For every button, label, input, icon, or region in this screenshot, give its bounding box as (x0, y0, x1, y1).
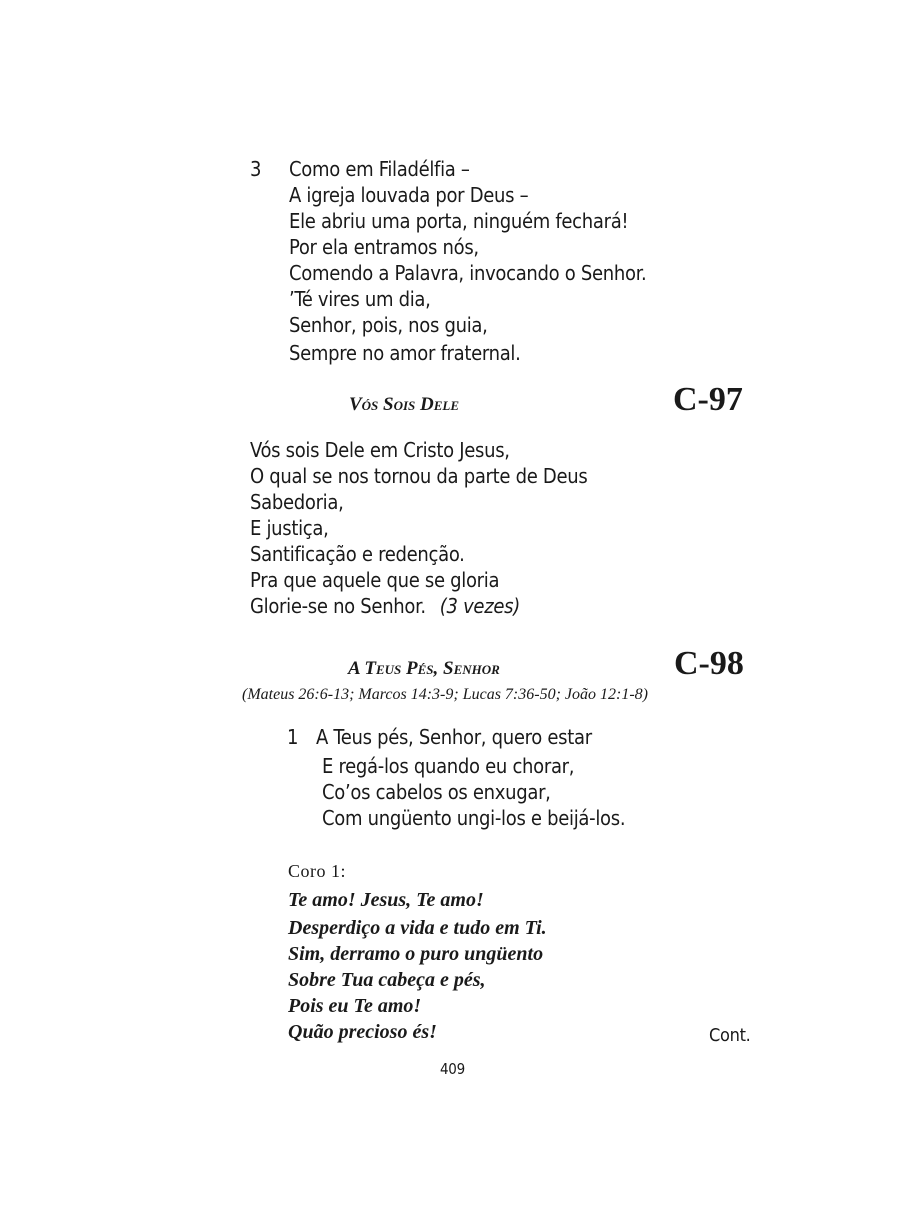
page-number: 409 (440, 1060, 465, 1078)
repeat-note: (3 vezes) (439, 594, 520, 618)
lyric-line: Vós sois Dele em Cristo Jesus, (250, 438, 510, 462)
stanza-line: E regá-los quando eu chorar, (322, 754, 575, 778)
stanza-line: A Teus pés, Senhor, quero estar (316, 725, 592, 749)
stanza-line: Co’os cabelos os enxugar, (322, 780, 551, 804)
scripture-references: (Mateus 26:6-13; Marcos 14:3-9; Lucas 7:36-50; João 12:1-8) (242, 686, 648, 703)
chorus-line: Sobre Tua cabeça e pés, (288, 969, 486, 991)
lyric-line: E justiça, (250, 516, 329, 540)
stanza-line: Como em Filadélfia – (289, 157, 470, 181)
chorus-line: Desperdiço a vida e tudo em Ti. (288, 917, 547, 939)
stanza-line: Senhor, pois, nos guia, (289, 313, 488, 337)
lyric-line: Santificação e redenção. (250, 542, 465, 566)
stanza-line: Sempre no amor fraternal. (289, 341, 521, 365)
chorus-line: Sim, derramo o puro ungüento (288, 943, 544, 965)
stanza-line: Por ela entramos nós, (289, 235, 479, 259)
stanza-line: Ele abriu uma porta, ninguém fechará! (289, 209, 629, 233)
hymn-title: Vós Sois Dele (349, 394, 460, 415)
continued-note: Cont. (709, 1025, 751, 1046)
stanza-line: Com ungüento ungi-los e beijá-los. (322, 806, 626, 830)
hymn-code: C-97 (673, 381, 743, 418)
stanza-line: ’Té vires um dia, (289, 287, 431, 311)
chorus-line: Quão precioso és! (288, 1021, 437, 1043)
lyric-line: O qual se nos tornou da parte de Deus (250, 464, 588, 488)
stanza-line: A igreja louvada por Deus – (289, 183, 529, 207)
hymn-code: C-98 (674, 645, 744, 682)
chorus-line: Te amo! Jesus, Te amo! (288, 889, 484, 911)
lyric-text: Glorie-se no Senhor. (250, 594, 426, 618)
stanza-line: Comendo a Palavra, invocando o Senhor. (289, 261, 647, 285)
chorus-line: Pois eu Te amo! (288, 995, 422, 1017)
lyric-line: Sabedoria, (250, 490, 344, 514)
lyric-line (250, 593, 520, 619)
lyric-line: Pra que aquele que se gloria (250, 568, 500, 592)
hymn-title: A Teus Pés, Senhor (348, 658, 500, 679)
stanza-number: 3 (250, 157, 262, 181)
chorus-label: Coro 1: (288, 861, 347, 881)
stanza-number: 1 (287, 725, 299, 749)
